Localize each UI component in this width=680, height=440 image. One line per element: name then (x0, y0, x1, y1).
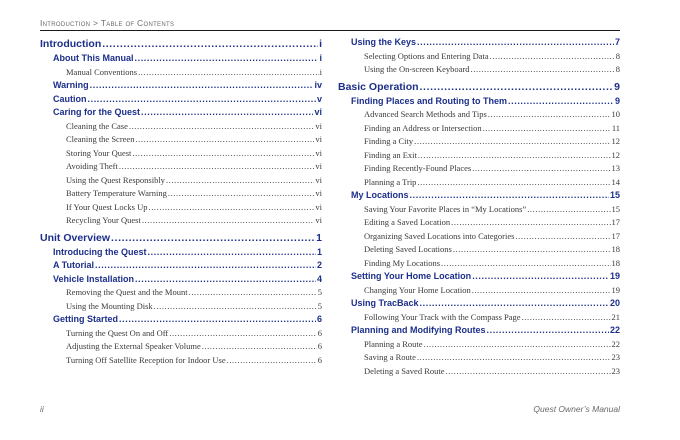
toc-entry-title: Introduction (40, 38, 102, 50)
toc-entry-title: Basic Operation (338, 80, 419, 93)
toc-subsection-link[interactable] (338, 50, 620, 64)
dot-leader (168, 187, 315, 201)
toc-entry-page: 9 (614, 80, 620, 93)
toc-entry-page: vi (315, 188, 322, 198)
toc-subsection-link[interactable] (40, 160, 322, 174)
toc-entry-page: 6 (317, 327, 322, 338)
toc-section-link[interactable] (40, 273, 322, 287)
dot-leader (417, 36, 614, 50)
toc-section-link[interactable] (338, 270, 620, 284)
dot-leader (471, 63, 615, 77)
toc-entry-page: 11 (611, 122, 620, 133)
toc-entry-page: 6 (317, 354, 322, 365)
dot-leader (515, 230, 610, 244)
footer-page-number: ii (40, 404, 44, 414)
toc-subsection-link[interactable] (40, 147, 322, 161)
toc-subsection-link[interactable] (338, 311, 620, 325)
dot-leader (527, 203, 610, 217)
toc-entry-page: i (319, 38, 322, 50)
toc-entry-title: Removing the Quest and the Mount (66, 287, 188, 297)
dot-leader (508, 95, 614, 109)
toc-entry-title: About This Manual (53, 53, 134, 63)
toc-entry-title: Setting Your Home Location (351, 271, 472, 281)
toc-section-link[interactable] (40, 52, 322, 66)
toc-entry-title: Deleting Saved Locations (364, 244, 452, 254)
dot-leader (490, 50, 615, 64)
toc-entry-page: 8 (615, 50, 620, 61)
toc-entry-page: 2 (316, 260, 322, 270)
dot-leader (148, 201, 314, 215)
toc-right-column (338, 36, 620, 378)
toc-entry-page: vi (314, 107, 322, 117)
dot-leader (154, 300, 317, 314)
toc-entry-title: A Tutorial (53, 260, 94, 270)
dot-leader (417, 176, 610, 190)
toc-section-link[interactable] (338, 189, 620, 203)
toc-subsection-link[interactable] (338, 135, 620, 149)
toc-entry-title: Unit Overview (40, 231, 111, 244)
toc-entry-title: Using the Keys (351, 37, 417, 47)
toc-entry-page: 12 (611, 136, 620, 146)
toc-entry-page: 1 (316, 246, 322, 257)
toc-subsection-link[interactable] (40, 354, 322, 368)
toc-left-column (40, 36, 322, 367)
toc-subsection-link[interactable] (338, 176, 620, 190)
toc-subsection-link[interactable] (40, 201, 322, 215)
toc-entry-title: Cleaning the Case (66, 120, 128, 131)
toc-subsection-link[interactable] (40, 66, 322, 80)
toc-chapter-link[interactable] (40, 230, 322, 246)
dot-leader (472, 270, 609, 284)
toc-subsection-link[interactable] (40, 340, 322, 354)
toc-entry-page: 14 (611, 176, 620, 187)
toc-section-link[interactable] (40, 246, 322, 260)
dot-leader (472, 162, 610, 176)
dot-leader (135, 133, 314, 147)
dot-leader (488, 108, 611, 122)
toc-section-link[interactable] (338, 324, 620, 338)
dot-leader (487, 324, 609, 338)
toc-entry-title: Vehicle Installation (53, 273, 135, 284)
toc-subsection-link[interactable] (338, 149, 620, 163)
dot-leader (420, 297, 609, 311)
toc-entry-title: Finding Recently-Found Places (364, 163, 472, 173)
toc-section-link[interactable] (40, 313, 322, 327)
toc-entry-page: vi (315, 147, 322, 158)
toc-entry-title: Saving a Route (364, 352, 416, 362)
toc-entry-title: Using the Mounting Disk (66, 300, 153, 311)
toc-subsection-link[interactable] (338, 108, 620, 122)
toc-entry-page: 19 (609, 271, 620, 281)
dot-leader (90, 79, 314, 93)
dot-leader (410, 189, 609, 203)
dot-leader (142, 214, 315, 228)
toc-entry-page: 6 (316, 314, 322, 324)
toc-entry-page: 4 (316, 273, 322, 284)
toc-entry-title: Getting Started (53, 314, 119, 324)
toc-entry-title: Adjusting the External Speaker Volume (66, 341, 201, 351)
toc-entry-page: 21 (611, 311, 620, 322)
toc-entry-title: Using TracBack (351, 298, 419, 308)
toc-entry-title: Selecting Options and Entering Data (364, 50, 489, 61)
toc-subsection-link[interactable] (338, 162, 620, 176)
toc-subsection-link[interactable] (40, 286, 322, 300)
dot-leader (418, 149, 611, 163)
dot-leader (119, 313, 316, 327)
toc-subsection-link[interactable] (338, 257, 620, 271)
dot-leader (88, 93, 316, 107)
toc-entry-page: vi (315, 120, 322, 131)
toc-entry-title: Finding an Exit (364, 149, 417, 160)
toc-entry-page: 19 (611, 284, 620, 295)
dot-leader (453, 243, 611, 257)
toc-entry-page: 22 (609, 325, 620, 335)
toc-entry-title: Turning the Quest On and Off (66, 327, 169, 338)
toc-entry-page: iv (314, 80, 322, 90)
toc-section-link[interactable] (40, 106, 322, 120)
toc-entry-title: Finding a City (364, 136, 414, 146)
toc-entry-title: Planning a Trip (364, 176, 417, 187)
dot-leader (111, 230, 315, 246)
toc-entry-title: Turning Off Satellite Reception for Indoor Use (66, 354, 226, 365)
toc-entry-page: 7 (614, 37, 620, 47)
toc-entry-page: vi (315, 215, 322, 225)
toc-entry-title: Finding an Address or Intersection (364, 122, 482, 133)
dot-leader (141, 106, 313, 120)
toc-entry-title: Avoiding Theft (66, 161, 118, 171)
toc-entry-page: 5 (317, 300, 322, 311)
dot-leader (227, 354, 317, 368)
header-rule (40, 30, 620, 31)
toc-subsection-link[interactable] (338, 365, 620, 379)
toc-entry-page: 5 (317, 287, 322, 297)
toc-chapter-link[interactable] (338, 79, 620, 95)
toc-entry-title: Battery Temperature Warning (66, 188, 167, 198)
dot-leader (129, 120, 315, 134)
toc-entry-page: 9 (614, 95, 620, 106)
toc-section-link[interactable] (338, 95, 620, 109)
toc-entry-title: Deleting a Saved Route (364, 365, 445, 376)
toc-chapter-link[interactable] (40, 36, 322, 52)
toc-entry-title: Caring for the Quest (53, 107, 141, 117)
toc-entry-title: If Your Quest Locks Up (66, 201, 148, 212)
toc-subsection-link[interactable] (338, 284, 620, 298)
dot-leader (420, 79, 614, 95)
toc-entry-title: Planning and Modifying Routes (351, 325, 486, 335)
toc-subsection-link[interactable] (338, 351, 620, 365)
toc-entry-page: 17 (611, 217, 620, 227)
toc-subsection-link[interactable] (338, 338, 620, 352)
toc-entry-page: 10 (611, 109, 620, 119)
dot-leader (441, 257, 610, 271)
toc-subsection-link[interactable] (338, 203, 620, 217)
dot-leader (414, 135, 610, 149)
toc-entry-title: Planning a Route (364, 338, 423, 349)
dot-leader (472, 284, 611, 298)
dot-leader (102, 36, 318, 52)
dot-leader (446, 365, 611, 379)
toc-entry-page: 12 (611, 149, 620, 160)
toc-section-link[interactable] (40, 93, 322, 107)
toc-entry-title: Following Your Track with the Compass Page (364, 311, 521, 322)
toc-entry-page: vi (315, 161, 322, 171)
toc-entry-title: Manual Conventions (66, 66, 138, 77)
dot-leader (119, 160, 315, 174)
toc-entry-title: Using the On-screen Keyboard (364, 64, 470, 74)
dot-leader (424, 338, 611, 352)
header-separator: > (92, 18, 99, 28)
toc-entry-title: Organizing Saved Locations into Categories (364, 230, 515, 241)
toc-entry-title: Finding My Locations (364, 257, 441, 268)
toc-entry-title: Editing a Saved Location (364, 217, 451, 227)
dot-leader (189, 286, 317, 300)
toc-subsection-link[interactable] (338, 230, 620, 244)
toc-entry-title: My Locations (351, 190, 409, 200)
dot-leader (417, 351, 611, 365)
footer-manual-title: Quest Owner’s Manual (533, 404, 620, 414)
toc-subsection-link[interactable] (40, 300, 322, 314)
dot-leader (483, 122, 611, 136)
toc-entry-title: Introducing the Quest (53, 246, 147, 257)
toc-section-link[interactable] (338, 36, 620, 50)
toc-entry-page: vi (315, 174, 322, 185)
dot-leader (148, 246, 316, 260)
toc-section-link[interactable] (40, 259, 322, 273)
toc-entry-page: vi (315, 201, 322, 212)
dot-leader (166, 174, 314, 188)
toc-subsection-link[interactable] (40, 327, 322, 341)
dot-leader (522, 311, 611, 325)
toc-subsection-link[interactable] (338, 63, 620, 77)
toc-entry-page: 17 (611, 230, 620, 241)
header-title[interactable]: Table of Contents (100, 18, 175, 28)
dot-leader (135, 52, 319, 66)
toc-entry-page: v (316, 93, 322, 104)
toc-entry-title: Saving Your Favorite Places in “My Locations” (364, 203, 527, 214)
toc-entry-page: 8 (615, 64, 620, 74)
toc-entry-page: vi (315, 134, 322, 144)
toc-subsection-link[interactable] (338, 122, 620, 136)
toc-entry-page: 20 (609, 298, 620, 308)
toc-section-link[interactable] (40, 79, 322, 93)
toc-entry-page: 1 (316, 231, 322, 244)
toc-subsection-link[interactable] (40, 174, 322, 188)
toc-subsection-link[interactable] (338, 243, 620, 257)
toc-entry-page: 15 (609, 190, 620, 200)
toc-entry-page: 6 (317, 341, 322, 351)
toc-entry-title: Finding Places and Routing to Them (351, 95, 508, 106)
toc-entry-page: 18 (611, 244, 620, 254)
dot-leader (132, 147, 314, 161)
toc-entry-page: 23 (611, 352, 620, 362)
header-section[interactable]: Introduction (40, 18, 91, 28)
dot-leader (135, 273, 316, 287)
dot-leader (202, 340, 317, 354)
toc-entry-page: 13 (611, 163, 620, 173)
toc-entry-title: Using the Quest Responsibly (66, 174, 165, 185)
toc-entry-title: Cleaning the Screen (66, 134, 135, 144)
toc-subsection-link[interactable] (40, 120, 322, 134)
toc-entry-title: Recycling Your Quest (66, 215, 141, 225)
toc-entry-title: Warning (53, 80, 89, 90)
toc-subsection-link[interactable] (40, 133, 322, 147)
dot-leader (169, 327, 317, 341)
toc-entry-title: Advanced Search Methods and Tips (364, 109, 487, 119)
toc-entry-page: i (319, 66, 322, 77)
dot-leader (138, 66, 319, 80)
toc-entry-page: 18 (611, 257, 620, 268)
toc-entry-page: 15 (611, 203, 620, 214)
toc-subsection-link[interactable] (40, 187, 322, 201)
dot-leader (451, 216, 610, 230)
running-header (40, 18, 174, 28)
toc-entry-page: i (319, 53, 322, 63)
toc-section-link[interactable] (338, 297, 620, 311)
toc-entry-page: 22 (611, 338, 620, 349)
toc-entry-page: 23 (611, 365, 620, 376)
toc-subsection-link[interactable] (338, 216, 620, 230)
dot-leader (95, 259, 316, 273)
toc-subsection-link[interactable] (40, 214, 322, 228)
toc-entry-title: Changing Your Home Location (364, 284, 471, 295)
toc-entry-title: Caution (53, 93, 87, 104)
toc-entry-title: Storing Your Quest (66, 147, 132, 158)
